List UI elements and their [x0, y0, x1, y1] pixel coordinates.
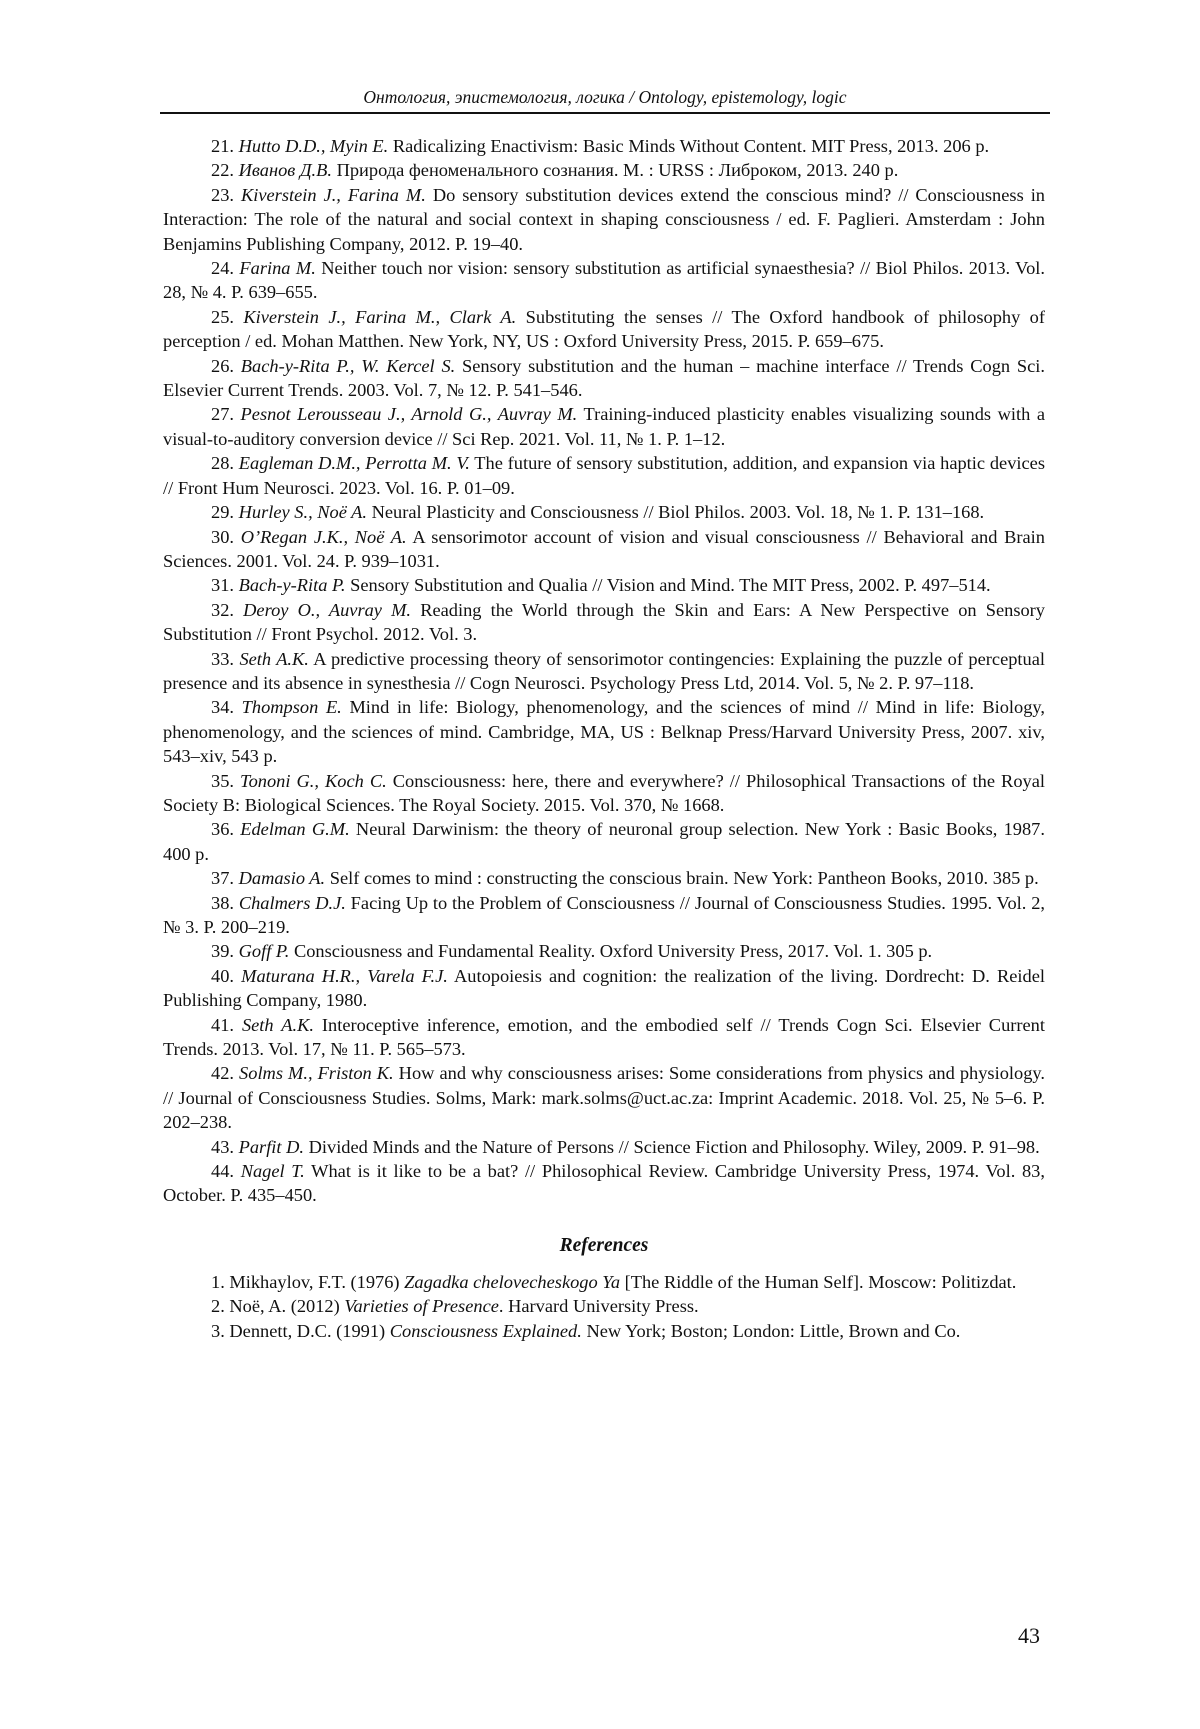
- reference-item: 27. Pesnot Lerousseau J., Arnold G., Auvray M. Training-induced plasticity enables visualizing sounds with a visual-to-auditory conversion device // Sci Rep. 2021. Vol. 11, № 1. P. 1–12.: [163, 404, 1045, 449]
- reference-item: 41. Seth A.K. Interoceptive inference, emotion, and the embodied self // Trends Cogn Sci. Elsevier Current Trends. 2013. Vol. 17, № 11. P. 565–573.: [163, 1014, 1045, 1060]
- reference-item: 24. Farina M. Neither touch nor vision: sensory substitution as artificial synaesthesia? // Biol Philos. 2013. Vol. 28, № 4. P. 639–655.: [163, 258, 1045, 303]
- references-list: [163, 134, 1045, 1208]
- reference-item: 31. Bach-y-Rita P. Sensory Substitution and Qualia // Vision and Mind. The MIT Press, 2002. P. 497–514.: [211, 575, 991, 596]
- reference-item: 32. Deroy O., Auvray M. Reading the World through the Skin and Ears: A New Perspective on Sensory Substitution // Front Psychol. 2012. Vol. 3.: [163, 599, 1045, 645]
- references-heading: References: [559, 1234, 649, 1256]
- references-section-list: [163, 1270, 1045, 1343]
- reference-item: 37. Damasio A. Self comes to mind : constructing the conscious brain. New York: Pantheon Books, 2010. 385 p.: [211, 868, 1039, 889]
- reference-item: 26. Bach-y-Rita P., W. Kercel S. Sensory substitution and the human – machine interface // Trends Cogn Sci. Elsevier Current Trends. 2003. Vol. 7, № 12. P. 541–546.: [163, 355, 1045, 401]
- reference-item: 38. Chalmers D.J. Facing Up to the Problem of Consciousness // Journal of Consciousness Studies. 1995. Vol. 2, № 3. P. 200–219.: [163, 892, 1045, 937]
- reference-item: 23. Kiverstein J., Farina M. Do sensory substitution devices extend the conscious mind? // Consciousness in Interaction: The role of the natural and social context in shaping consciousness / ed. F. Paglieri. Amsterdam : John Benjamins Publishing Company, 2012. P. 19–40.: [163, 184, 1045, 254]
- reference-item: 44. Nagel T. What is it like to be a bat? // Philosophical Review. Cambridge University Press, 1974. Vol. 83, October. P. 435–450.: [163, 1161, 1045, 1206]
- reference-item: 40. Maturana H.R., Varela F.J. Autopoiesis and cognition: the realization of the living. Dordrecht: D. Reidel Publishing Company, 1980.: [163, 965, 1045, 1011]
- reference-item: 43. Parfit D. Divided Minds and the Nature of Persons // Science Fiction and Philosophy. Wiley, 2009. P. 91–98.: [211, 1136, 1040, 1157]
- reference-item: 30. O’Regan J.K., Noë A. A sensorimotor account of vision and visual consciousness // Behavioral and Brain Sciences. 2001. Vol. 24. P. 939–1031.: [163, 526, 1045, 571]
- reference-item: 42. Solms M., Friston K. How and why consciousness arises: Some considerations from physics and physiology. // Journal of Consciousness Studies. Solms, Mark: mark.solms@uct.ac.za: Imprint Academic. 2018. Vol. 25, № 5–6. P. 202–238.: [163, 1063, 1045, 1133]
- reference-item: 3. Dennett, D.C. (1991) Consciousness Explained. New York; Boston; London: Little, Brown and Co.: [211, 1320, 961, 1341]
- reference-item: 36. Edelman G.M. Neural Darwinism: the theory of neuronal group selection. New York : Basic Books, 1987. 400 p.: [163, 819, 1045, 864]
- reference-item: 22. Иванов Д.В. Природа феноменального сознания. М. : URSS : Либроком, 2013. 240 p.: [211, 160, 899, 181]
- reference-item: 25. Kiverstein J., Farina M., Clark A. Substituting the senses // The Oxford handbook of philosophy of perception / ed. Mohan Matthen. New York, NY, US : Oxford University Press, 2015. P. 659–675.: [163, 306, 1045, 352]
- reference-item: 35. Tononi G., Koch C. Consciousness: here, there and everywhere? // Philosophical Transactions of the Royal Society B: Biological Sciences. The Royal Society. 2015. Vol. 370, № 1668.: [163, 770, 1045, 815]
- page-body: [163, 134, 1045, 1343]
- page-number: 43: [1018, 1623, 1040, 1648]
- reference-item: 39. Goff P. Consciousness and Fundamental Reality. Oxford University Press, 2017. Vol. 1. 305 p.: [211, 941, 933, 962]
- running-header: Онтология, эпистемология, логика / Ontology, epistemology, logic: [160, 86, 1050, 114]
- reference-item: 2. Noë, A. (2012) Varieties of Presence. Harvard University Press.: [211, 1296, 699, 1317]
- reference-item: 1. Mikhaylov, F.T. (1976) Zagadka chelovecheskogo Ya [The Riddle of the Human Self]. Moscow: Politizdat.: [211, 1271, 1017, 1292]
- reference-item: 21. Hutto D.D., Myin E. Radicalizing Enactivism: Basic Minds Without Content. MIT Press, 2013. 206 p.: [211, 136, 990, 156]
- reference-item: 34. Thompson E. Mind in life: Biology, phenomenology, and the sciences of mind // Mind in life: Biology, phenomenology, and the sciences of mind. Cambridge, MA, US : Belknap Press/Harvard University Press, 2007. xiv, 543–xiv, 543 p.: [163, 697, 1045, 767]
- reference-item: 33. Seth A.K. A predictive processing theory of sensorimotor contingencies: Explaining the puzzle of perceptual presence and its absence in synesthesia // Cogn Neurosci. Psychology Press Ltd, 2014. Vol. 5, № 2. P. 97–118.: [163, 648, 1046, 693]
- reference-item: 28. Eagleman D.M., Perrotta M. V. The future of sensory substitution, addition, and expansion via haptic devices // Front Hum Neurosci. 2023. Vol. 16. P. 01–09.: [163, 453, 1045, 498]
- reference-item: 29. Hurley S., Noë A. Neural Plasticity and Consciousness // Biol Philos. 2003. Vol. 18, № 1. P. 131–168.: [211, 502, 985, 523]
